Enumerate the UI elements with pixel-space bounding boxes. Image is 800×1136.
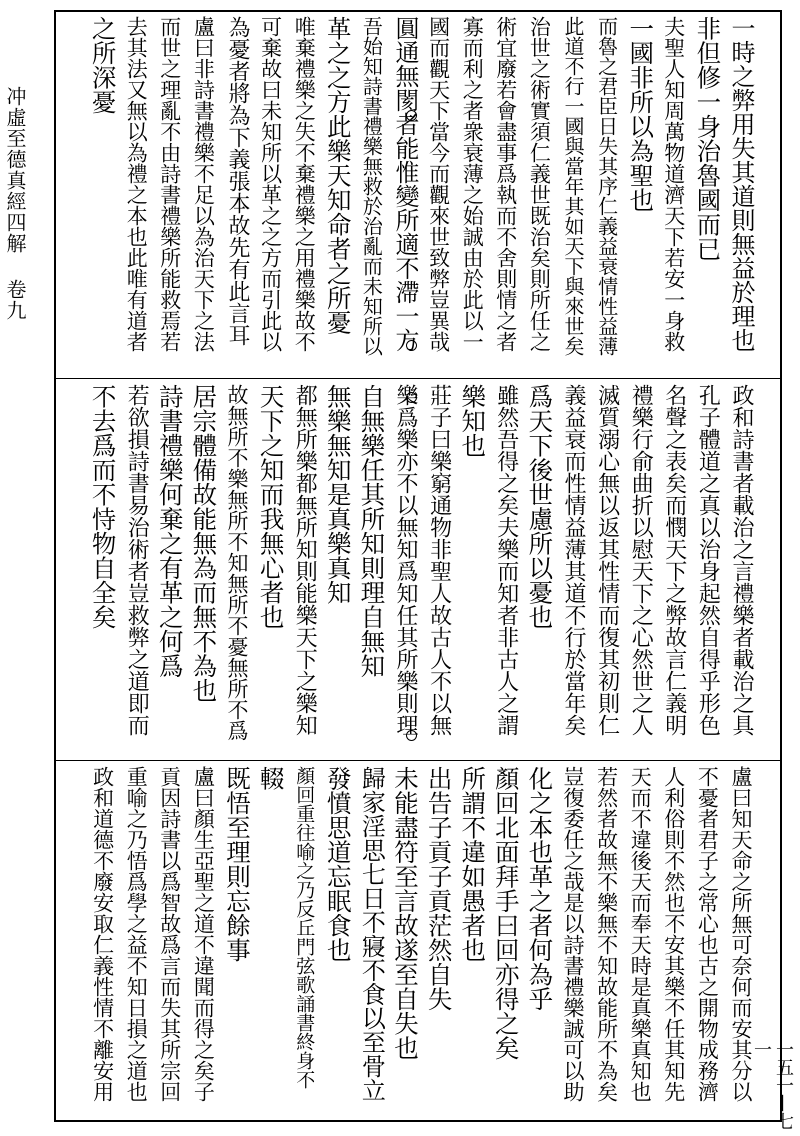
text-column: 貢因詩書以爲智故爲言而失其所宗回 xyxy=(157,766,182,1102)
text-column: 盧曰顏生亞聖之道不違聞而得之矣子 xyxy=(191,766,216,1102)
text-column: 非但修一身治魯國而已 xyxy=(693,16,723,261)
text-column: 國而觀天下當今而觀來世致弊豈異哉 xyxy=(426,16,451,352)
volume-label: 卷九 xyxy=(3,279,27,322)
text-column: 義益衰而性情益薄其道不行於當年矣 xyxy=(561,384,586,736)
text-column: 樂知也 xyxy=(458,384,488,458)
text-column: 樂爲樂亦不以無知爲知任其所樂則理 xyxy=(393,384,418,736)
text-column: 顏回重往喻之乃反丘門弦歌誦書終身不 xyxy=(293,766,316,1089)
text-column: 爲天下後世慮所以憂也 xyxy=(525,384,555,629)
text-column: 不憂者君子之常心也古之開物成務濟 xyxy=(695,766,720,1102)
text-column: 歸家淫思七日不寢不食以至骨立 xyxy=(357,766,386,1102)
text-column: 寡而利之者衆衰薄之始誠由於此以一 xyxy=(460,16,485,352)
circle-mark xyxy=(406,110,417,121)
column-group-2 xyxy=(64,384,776,756)
text-column: 天而不違後天而奉天時是真樂真知也 xyxy=(628,766,653,1102)
text-column: 孔子體道之真以治身起然自得乎形色 xyxy=(695,384,721,736)
text-column: 莊子曰樂窮通物非聖人故古人不以無 xyxy=(426,384,452,736)
text-column: 天下之知而我無心者也 xyxy=(256,384,286,629)
text-column: 政和道德不廢安取仁義性情不離安用 xyxy=(90,766,115,1102)
text-column: 雖然吾得之矣夫樂而知者非古人之謂 xyxy=(493,384,519,736)
text-column: 圓通無閡者能惟變所適不滯一方 xyxy=(391,16,419,352)
text-column: 唯棄禮樂之失不棄禮樂之用禮樂故不 xyxy=(292,16,317,352)
text-column: 治世之術實須仁義世既治矣則所任之 xyxy=(527,16,552,352)
text-column: 名聲之表矣而憫天下之弊故言仁義明 xyxy=(661,384,687,736)
text-column: 人利俗則不然也不安其樂不任其知先 xyxy=(661,766,686,1102)
circle-mark xyxy=(406,340,417,351)
text-column: 去其法又無以為禮之本也此唯有道者 xyxy=(124,16,149,352)
text-column: 術宜廢若會盡事爲執而不舍則情之者 xyxy=(493,16,518,352)
text-column: 若然者故無不樂無不知故能所不為矣 xyxy=(594,766,619,1102)
text-column: 詩書禮樂何棄之有革之何爲 xyxy=(155,384,185,678)
text-column: 一時之弊用失其道則無益於理也 xyxy=(727,16,755,352)
text-column: 故無所不樂無所不知無所不憂無所不爲 xyxy=(225,384,249,741)
text-column: 所謂不違如愚者也 xyxy=(458,766,488,962)
text-column: 豈復委任之哉是以詩書禮樂誠可以助 xyxy=(561,766,585,1102)
page-number: 一五一—七一 xyxy=(751,1040,794,1130)
text-column: 未能盡符至言故遂至自失也 xyxy=(391,766,420,1060)
text-column: 政和詩書者載治之言禮樂者載治之具 xyxy=(729,384,754,736)
circle-mark xyxy=(406,730,417,741)
text-column: 自無樂任其所知則理自無知 xyxy=(357,384,387,678)
text-column: 滅質溺心無以返其性情而復其初則仁 xyxy=(594,384,620,736)
text-column: 之所深憂 xyxy=(88,16,118,114)
text-column: 化之本也革之者何為乎 xyxy=(525,766,555,1011)
text-column: 既悟至理則忘餘事 xyxy=(223,766,252,962)
text-column: 可棄故曰未知所以革之之方而引此以 xyxy=(258,16,283,352)
book-title: 冲虛至德真經四解 xyxy=(3,86,27,254)
margin-title xyxy=(4,86,26,566)
text-column: 一國非所以為聖也 xyxy=(626,16,656,212)
text-column: 無樂無知是真樂真知 xyxy=(323,384,353,605)
text-column: 禮樂行俞曲折以慰天下之心然世之人 xyxy=(628,384,654,736)
text-panel-2 xyxy=(64,384,776,756)
text-column: 盧曰知天命之所無可奈何而安其分以 xyxy=(729,766,753,1102)
text-panel-1 xyxy=(64,16,776,374)
text-column: 居宗體備故能無為而無不為也 xyxy=(189,384,219,703)
text-column: 而魯之君臣日失其序仁義益衰情性益薄 xyxy=(594,16,619,356)
text-column: 吾始知詩書禮樂無救於治亂而未知所以 xyxy=(359,16,384,356)
text-column: 顏回北面拜手曰回亦得之矣 xyxy=(491,766,521,1060)
text-column: 出告子貢子貢茫然自失 xyxy=(424,766,454,1011)
text-column: 革之之方此樂天知命者之所憂 xyxy=(323,16,353,335)
text-column: 夫聖人知周萬物道濟天下若安一身救 xyxy=(661,16,686,352)
text-column: 發憤思道忘眠食也 xyxy=(323,766,353,962)
text-column: 輟 xyxy=(256,766,286,791)
text-column: 此道不行一國與當年其如天下與來世矣 xyxy=(561,16,585,356)
text-panel-3 xyxy=(64,766,776,1118)
panel-divider-2 xyxy=(56,760,780,761)
text-column: 不去爲而不恃物自全矣 xyxy=(88,384,118,629)
text-column: 若欲損詩書易治術者豈救弊之道即而 xyxy=(124,384,150,736)
text-column: 盧曰非詩書禮樂不足以為治天下之法 xyxy=(191,16,216,352)
text-column: 而世之理亂不由詩書禮樂所能救焉若 xyxy=(157,16,182,352)
panel-divider-1 xyxy=(56,378,780,379)
circle-mark xyxy=(406,392,417,403)
text-column: 都無所樂都無所知則能樂天下之樂知 xyxy=(292,384,318,736)
text-column: 為憂者將為下義張本故先有此言耳 xyxy=(225,16,250,346)
text-column: 重喻之乃悟爲學之益不知日損之道也 xyxy=(124,766,149,1102)
column-group-1 xyxy=(64,16,776,374)
column-group-3 xyxy=(64,766,776,1118)
